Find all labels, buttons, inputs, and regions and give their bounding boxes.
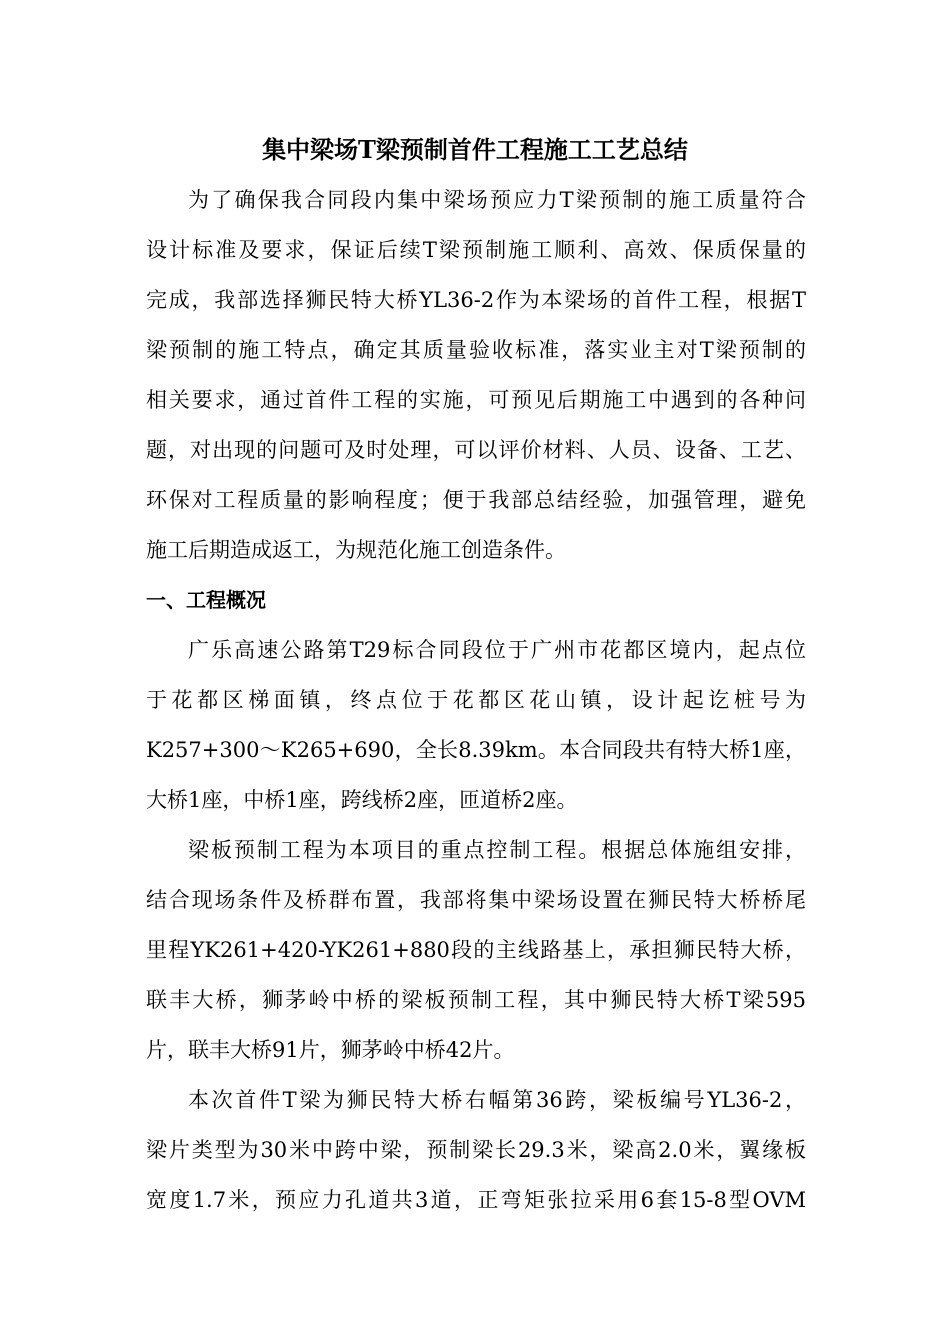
paragraph-line: 结合现场条件及桥群布置，我部将集中梁场设置在狮民特大桥桥尾 — [146, 888, 806, 912]
paragraph-line: 梁板预制工程为本项目的重点控制工程。根据总体施组安排， — [188, 838, 806, 862]
paragraph-line: 环保对工程质量的影响程度；便于我部总结经验，加强管理，避免 — [146, 488, 806, 512]
section-heading: 一、工程概况 — [146, 588, 266, 612]
paragraph-line: 大桥1座，中桥1座，跨线桥2座，匝道桥2座。 — [146, 788, 578, 812]
paragraph-line: 本次首件T梁为狮民特大桥右幅第36跨，梁板编号YL36-2， — [188, 1088, 806, 1112]
paragraph-line: 联丰大桥，狮茅岭中桥的梁板预制工程，其中狮民特大桥T梁595 — [146, 988, 806, 1012]
document-title: 集中梁场T梁预制首件工程施工工艺总结 — [262, 135, 688, 164]
paragraph-line: 宽度1.7米，预应力孔道共3道，正弯矩张拉采用6套15-8型OVM — [146, 1188, 806, 1212]
paragraph-line: 完成，我部选择狮民特大桥YL36-2作为本梁场的首件工程，根据T — [146, 288, 806, 312]
paragraph-line: 梁片类型为30米中跨中梁，预制梁长29.3米，梁高2.0米，翼缘板 — [146, 1138, 806, 1162]
paragraph-line: 里程YK261+420-YK261+880段的主线路基上，承担狮民特大桥， — [146, 938, 806, 962]
paragraph-line: 相关要求，通过首件工程的实施，可预见后期施工中遇到的各种问 — [146, 388, 806, 412]
paragraph-line: 于花都区梯面镇，终点位于花都区花山镇，设计起讫桩号为 — [146, 688, 806, 712]
paragraph-line: 题，对出现的问题可及时处理，可以评价材料、人员、设备、工艺、 — [146, 438, 806, 462]
paragraph-line: 设计标准及要求，保证后续T梁预制施工顺利、高效、保质保量的 — [146, 238, 806, 262]
paragraph-line: 片，联丰大桥91片，狮茅岭中桥42片。 — [146, 1038, 515, 1062]
paragraph-line: 梁预制的施工特点，确定其质量验收标准，落实业主对T梁预制的 — [146, 338, 806, 362]
paragraph-line: K257+300～K265+690，全长8.39km。本合同段共有特大桥1座， — [146, 738, 806, 762]
paragraph-line: 施工后期造成返工，为规范化施工创造条件。 — [146, 538, 566, 562]
paragraph-line: 广乐高速公路第T29标合同段位于广州市花都区境内，起点位 — [188, 638, 806, 662]
paragraph-line: 为了确保我合同段内集中梁场预应力T梁预制的施工质量符合 — [188, 188, 806, 212]
